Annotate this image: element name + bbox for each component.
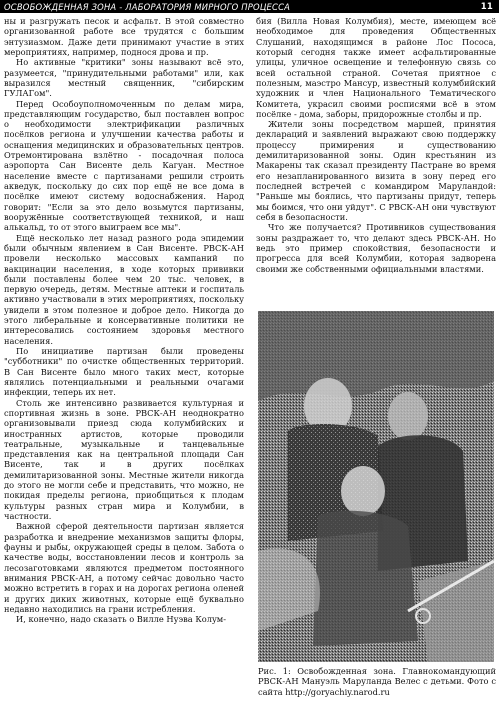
paragraph: бия (Вилла Новая Колумбия), месте, имеющем всё необходимое для проведения Общественных Слушаний, находящимся в районе Лос Пососа, который сегодня также имеет асфальтированные улицы, уличное освещение и телефонную связь со всей остальной страной. Сочетая приятное с полезным, маэстро Мансур, известный колумбийский художник и член Национального Тематического Комитета, украсил своими росписями всё в этом посёлке - дома, заборы, придорожные столбы и пр. bbox=[256, 16, 496, 119]
paragraph: Но активные "критики" зоны называют всё это, разумеется, "принудительными работами" или, как выразился местный священник, "сибирским ГУЛАГом". bbox=[4, 57, 244, 99]
figure-photo bbox=[258, 311, 494, 662]
left-text-column bbox=[4, 16, 244, 716]
paragraph: ны и разгружать песок и асфальт. В этой совместно организованной работе все трудятся с большим энтузиазмом. Даже дети принимают участие в этих мероприятиях, например, поднося дрова и пр. bbox=[4, 16, 244, 57]
page-number: 11 bbox=[480, 1, 493, 12]
paragraph: И, конечно, надо сказать о Вилле Нуэва Колум- bbox=[16, 614, 227, 625]
paragraph: Что же получается? Противников существования зоны раздражает то, что делают здесь РВСК-АН. Но ведь это пример спокойствия, безопасности и прогресса для всей Колумбии, которая задворена своими же собственными официальными властями. bbox=[256, 222, 496, 274]
right-text-column bbox=[256, 16, 496, 316]
paragraph: Ещё несколько лет назад разного рода эпидемии были обычным явлением в Сан Висенте. РВСК-АН провели несколько массовых кампаний по вакцинации населения, в ходе которых прививки были поставлены более чем 20 тыс. человек, в первую очередь, детям. Местные аптеки и госпиталь активно участвовали в этих мероприятиях, поскольку увидели в этом полезное и доброе дело. Никогда до этого либеральные и консервативные политики не интересовались состоянием здоровья местного населения. bbox=[4, 232, 244, 346]
figure-caption: Рис. 1: Освобожденная зона. Главнокомандующий РВСК-АН Мануэль Маруланда Велес с детьми. Фото с сайта http://goryachiy.narod.ru bbox=[258, 666, 496, 697]
paragraph: Жители зоны посредством маршей, принятия деклараций и заявлений выражают свою поддержку процессу примирения и существованию демилитаризованной зоны. Один крестьянин из Макарены так сказал президенту Пастране во время его незапланированного визита в зону перед его последней встречей с командиром Маруландой: "Раньше мы боялись, что партизаны придут, теперь мы боимся, что они уйдут". С РВСК-АН они чувствуют себя в безопасности. bbox=[256, 119, 496, 222]
paragraph: По инициативе партизан были проведены "субботники" по очистке общественных территорий. В Сан Висенте было много таких мест, которые являлись потенциальными и реальными очагами инфекции, теперь их нет. bbox=[4, 346, 244, 398]
paragraph: Перед Особоуполномоченным по делам мира, представляющим государство, был поставлен вопрос о необходимости электрификации различных посёлков региона и улучшении качества работы и оснащения медицинских и образовательных центров. Отремонтирована взлётно - посадочная полоса аэропорта Сан Висенте дель Кагуан. Местное население вместе с партизанами решили строить акведук, поскольку до сих пор ещё не все дома в посёлке имеют систему водоснабжения. Народ говорит: "Если за это дело возьмутся партизаны, вооружённые соответствующей техникой, и наш алькальд, то от этого выиграем все мы". bbox=[4, 98, 244, 233]
paragraph: Столь же интенсивно развивается культурная и спортивная жизнь в зоне. РВСК-АН неоднократно организовывали приезд сюда колумбийских и иностранных артистов, которые проводили театральные, музыкальные и танцевальные представления как на центральной площади Сан Висенте, так и в других посёлках демилитаризованной зоны. Местные жители никогда до этого не могли себе и представить, что можно, не покидая пределы региона, приобщиться к плодам культуры разных стран мира и Колумбии, в частности. bbox=[4, 397, 244, 521]
paragraph: Важной сферой деятельности партизан является разработка и внедрение механизмов защиты флоры, фауны и рыбы, окружающей среды в целом. Забота о качестве воды, восстановлении лесов и контроль за лесозаготовками являются предметом постоянного внимания РВСК-АН, а потому сейчас довольно часто можно встретить в горах и на дорогах региона оленей и других диких животных, которые ещё буквально недавно находились на грани истребления. bbox=[4, 521, 244, 614]
running-title: ОСВОБОЖДЕННАЯ ЗОНА - ЛАБОРАТОРИЯ МИРНОГО ПРОЦЕССА bbox=[4, 1, 291, 12]
running-header bbox=[0, 0, 499, 13]
